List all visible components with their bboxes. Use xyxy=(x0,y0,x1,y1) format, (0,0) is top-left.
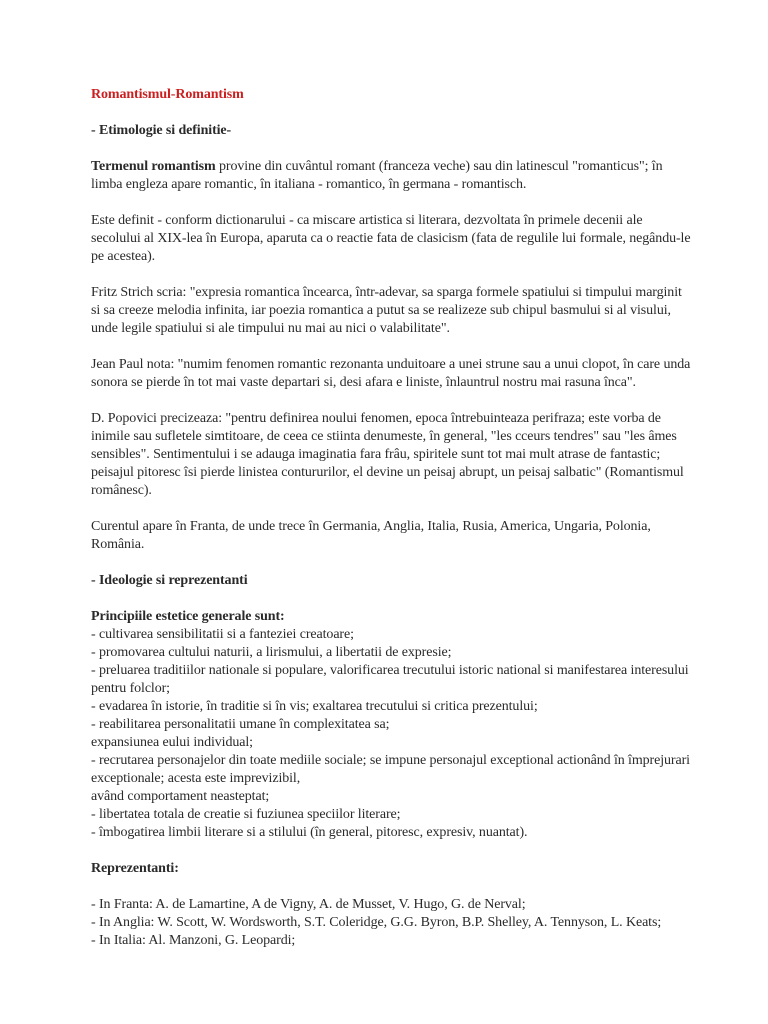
paragraph-term xyxy=(91,158,691,194)
representatives-heading: Reprezentanti: xyxy=(91,861,179,876)
paragraph-strich-quote: Fritz Strich scria: "expresia romantica încearca, într-adevar, sa sparga formele spatiului si timpului marginit si sa creeze melodia infinita, iar poezia romantica a putut sa se realizeze sub chipul basmului si al visului, unde legile spatiului si ale timpului nu mai au nici o valabilitate". xyxy=(91,285,682,336)
principle-item: - cultivarea sensibilitatii si a fanteziei creatoare; xyxy=(91,627,354,642)
principle-item: - libertatea totala de creatie si fuziunea speciilor literare; xyxy=(91,807,401,822)
paragraph-term-text: provine din cuvântul romant (franceza veche) sau din latinescul "romanticus"; în limba engleza apare romantic, în italiana - romantico, în germana - romantisch. xyxy=(91,159,663,192)
principle-item: - evadarea în istorie, în traditie si în vis; exaltarea trecutului si critica prezentului; xyxy=(91,699,538,714)
representatives-block xyxy=(91,896,691,950)
paragraph-term-lead: Termenul romantism xyxy=(91,159,216,174)
principle-item: - recrutarea personajelor din toate mediile sociale; se impune personajul exceptional actionând în împrejurari exceptionale; acesta este imprevizibil, xyxy=(91,753,690,786)
representative-item: - In Italia: Al. Manzoni, G. Leopardi; xyxy=(91,933,296,948)
representative-item: - In Franta: A. de Lamartine, A de Vigny, A. de Musset, V. Hugo, G. de Nerval; xyxy=(91,897,526,912)
principle-item: - reabilitarea personalitatii umane în complexitatea sa; xyxy=(91,717,390,732)
principle-item: - îmbogatirea limbii literare si a stilului (în general, pitoresc, expresiv, nuantat). xyxy=(91,825,528,840)
paragraph-definition: Este definit - conform dictionarului - ca miscare artistica si literara, dezvoltata în primele decenii ale secolului al XIX-lea în Europa, aparuta ca o reactie fata de clasicism (fata de regulile lui formale, negându-le pe acestea). xyxy=(91,213,691,264)
paragraph-spread: Curentul apare în Franta, de unde trece în Germania, Anglia, Italia, Rusia, America, Ungaria, Polonia, România. xyxy=(91,519,651,552)
document-page xyxy=(91,86,691,968)
paragraph-popovici-quote: D. Popovici precizeaza: "pentru definirea noului fenomen, epoca întrebuinteaza perifraza; este vorba de inimile sau sufletele simtitoare, de ceea ce stiinta denumeste, în general, "les cceurs tendres" sau "les âmes sensibles". Sentimentului i se adauga imaginatia fara frâu, spiritele sunt tot mai mult atrase de fantastic; peisajul pitoresc îsi pierde linistea contururilor, el devine un peisaj abrupt, un peisaj salbatic" (Romantismul românesc). xyxy=(91,411,684,498)
principles-heading: Principiile estetice generale sunt: xyxy=(91,609,285,624)
section-heading-etymology: - Etimologie si definitie- xyxy=(91,123,232,138)
section-heading-ideology: - Ideologie si reprezentanti xyxy=(91,573,248,588)
paragraph-jean-paul-quote: Jean Paul nota: "numim fenomen romantic rezonanta unduitoare a unei strune sau a unui clopot, în care unda sonora se pierde în tot mai vaste departari si, desi afara e liniste, înlauntrul nostru mai rasuna înca". xyxy=(91,357,691,390)
principles-block xyxy=(91,608,691,842)
document-title: Romantismul-Romantism xyxy=(91,87,244,102)
principle-item: - preluarea traditiilor nationale si populare, valorificarea trecutului istoric national si manifestarea interesului pentru folclor; xyxy=(91,663,689,696)
principle-item: având comportament neasteptat; xyxy=(91,789,270,804)
principle-item: - promovarea cultului naturii, a lirismului, a libertatii de expresie; xyxy=(91,645,452,660)
representative-item: - In Anglia: W. Scott, W. Wordsworth, S.T. Coleridge, G.G. Byron, B.P. Shelley, A. Tennyson, L. Keats; xyxy=(91,915,662,930)
principle-item: expansiunea eului individual; xyxy=(91,735,253,750)
